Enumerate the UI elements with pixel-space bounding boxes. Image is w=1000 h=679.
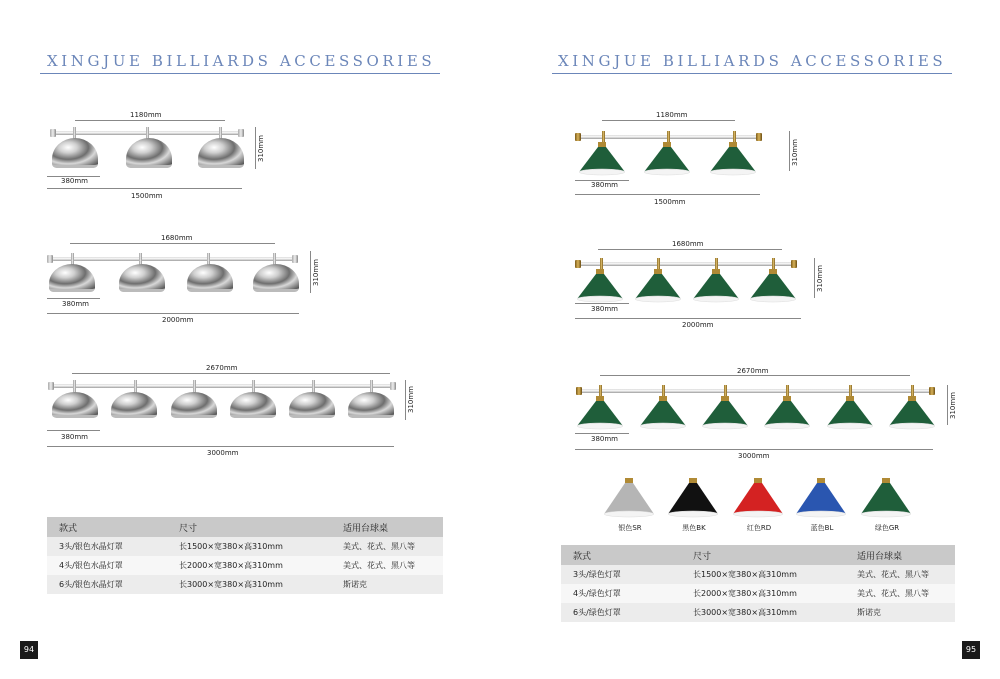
- cell-size: 长1500×宽380×高310mm: [167, 537, 331, 556]
- cell-table-type: 美式、花式、黑八等: [845, 584, 955, 603]
- col-header-model: 款式: [561, 545, 681, 565]
- dim-height: 310mm: [407, 386, 415, 413]
- lamp-shade: [111, 392, 157, 418]
- lamp-shade: [126, 138, 172, 168]
- lamp-shade: [119, 264, 165, 292]
- spec-table: [47, 517, 443, 594]
- lamp-shade: [49, 264, 95, 292]
- cell-size: 长1500×宽380×高310mm: [681, 565, 845, 584]
- table-row: [47, 556, 443, 575]
- cell-model: 3头/银色水晶灯罩: [47, 537, 167, 556]
- table-row: [561, 584, 955, 603]
- dim-height: 310mm: [257, 135, 265, 162]
- lamp-shade: [253, 264, 299, 292]
- dim-shade-width: 380mm: [62, 300, 89, 308]
- table-row: [561, 603, 955, 622]
- dim-inner-length: 1680mm: [672, 240, 704, 248]
- dim-height: 310mm: [312, 259, 320, 286]
- page-number: 94: [20, 641, 38, 659]
- table-header-row: [561, 545, 955, 565]
- catalog-page-right: [500, 0, 1000, 679]
- cell-table-type: 美式、花式、黑八等: [845, 565, 955, 584]
- lamp-shade: [198, 138, 244, 168]
- table-header-row: [47, 517, 443, 537]
- col-header-size: 尺寸: [167, 517, 331, 537]
- dim-shade-width: 380mm: [591, 435, 618, 443]
- table-row: [47, 575, 443, 594]
- cell-model: 4头/银色水晶灯罩: [47, 556, 167, 575]
- lamp-shade: [289, 392, 335, 418]
- brand-header: XINGJUE BILLIARDS ACCESSORIES: [47, 52, 436, 70]
- spec-table: [561, 545, 955, 622]
- dim-total-length: 1500mm: [654, 198, 686, 206]
- lamp-shade: [52, 392, 98, 418]
- lamp-shade: [171, 392, 217, 418]
- cell-table-type: 美式、花式、黑八等: [331, 537, 443, 556]
- cell-model: 6头/绿色灯罩: [561, 603, 681, 622]
- lamp-shade: [348, 392, 394, 418]
- dim-inner-length: 1180mm: [130, 111, 162, 119]
- dim-inner-length: 2670mm: [737, 367, 769, 375]
- cell-model: 4头/绿色灯罩: [561, 584, 681, 603]
- cell-table-type: 美式、花式、黑八等: [331, 556, 443, 575]
- dim-total-length: 3000mm: [738, 452, 770, 460]
- cell-model: 6头/银色水晶灯罩: [47, 575, 167, 594]
- dim-total-length: 3000mm: [207, 449, 239, 457]
- dim-inner-length: 1680mm: [161, 234, 193, 242]
- cell-table-type: 斯诺克: [845, 603, 955, 622]
- swatch-label: 银色SR: [618, 524, 642, 532]
- table-row: [47, 537, 443, 556]
- swatch-label: 绿色GR: [874, 524, 900, 532]
- dim-inner-length: 1180mm: [656, 111, 688, 119]
- lamp-shade: [52, 138, 98, 168]
- header-rule: [40, 73, 440, 74]
- cell-size: 长2000×宽380×高310mm: [167, 556, 331, 575]
- col-header-size: 尺寸: [681, 545, 845, 565]
- lamp-shade: [187, 264, 233, 292]
- cell-table-type: 斯诺克: [331, 575, 443, 594]
- dim-shade-width: 380mm: [61, 177, 88, 185]
- dim-shade-width: 380mm: [591, 305, 618, 313]
- brand-header: XINGJUE BILLIARDS ACCESSORIES: [558, 52, 947, 70]
- swatch-label: 红色RD: [746, 524, 772, 532]
- dim-shade-width: 380mm: [591, 181, 618, 189]
- cell-model: 3头/绿色灯罩: [561, 565, 681, 584]
- dim-height: 310mm: [816, 265, 824, 292]
- dim-inner-length: 2670mm: [206, 364, 238, 372]
- dim-total-length: 2000mm: [682, 321, 714, 329]
- swatch-label: 蓝色BL: [810, 524, 834, 532]
- dim-height: 310mm: [949, 392, 957, 419]
- cell-size: 长3000×宽380×高310mm: [167, 575, 331, 594]
- col-header-table-type: 适用台球桌: [331, 517, 443, 537]
- dim-height: 310mm: [791, 139, 799, 166]
- header-rule: [552, 73, 952, 74]
- table-row: [561, 565, 955, 584]
- dim-shade-width: 380mm: [61, 433, 88, 441]
- lamp-shade: [230, 392, 276, 418]
- cell-size: 长2000×宽380×高310mm: [681, 584, 845, 603]
- cell-size: 长3000×宽380×高310mm: [681, 603, 845, 622]
- dim-total-length: 2000mm: [162, 316, 194, 324]
- col-header-table-type: 适用台球桌: [845, 545, 955, 565]
- page-number: 95: [962, 641, 980, 659]
- swatch-label: 黑色BK: [682, 524, 706, 532]
- dim-total-length: 1500mm: [131, 192, 163, 200]
- col-header-model: 款式: [47, 517, 167, 537]
